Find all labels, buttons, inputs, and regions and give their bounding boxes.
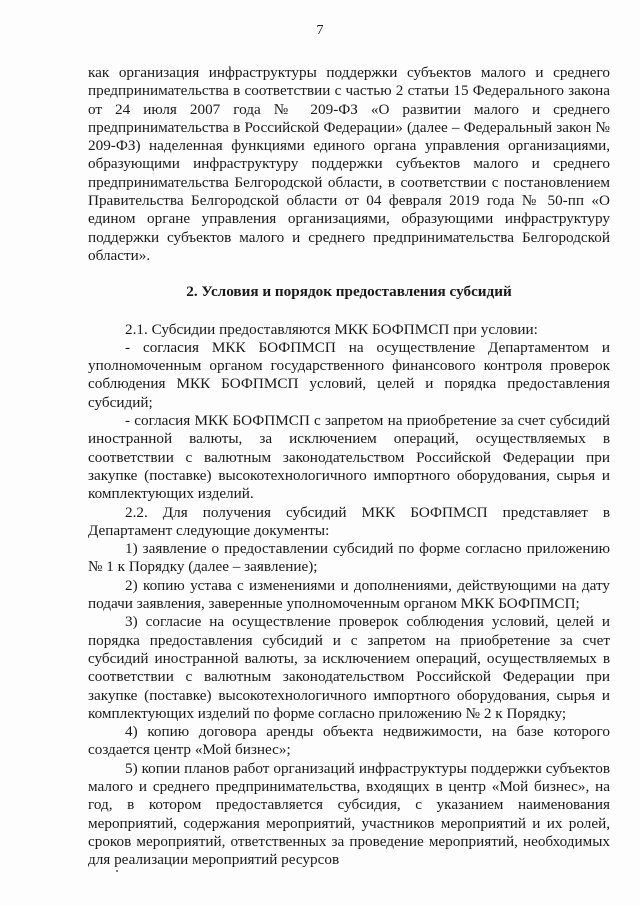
- list-item-5: 5) копии планов работ организаций инфраструктуры поддержки субъектов малого и среднего предпринимательства, входящих в центр «Мой бизнес», на год, в котором предоставляется субсидия, с указанием наименования мероприятий, содержания мероприятий, участников мероприятий и их ролей, сроков мероприятий, ответственных за проведение мероприятий, необходимых для реализации мероприятий ресурсов: [88, 759, 610, 869]
- list-item-2: 2) копию устава с изменениями и дополнениями, действующими на дату подачи заявления, заверенные уполномоченным органом МКК БОФПМСП;: [88, 576, 610, 613]
- list-item-1: 1) заявление о предоставлении субсидий по форме согласно приложению № 1 к Порядку (далее – заявление);: [88, 540, 610, 576]
- intro-paragraph: как организация инфраструктуры поддержки субъектов малого и среднего предпринимательства в соответствии с частью 2 статьи 15 Федерального закона от 24 июля 2007 года № 209-ФЗ «О развитии малого и среднего предпринимательства в Российской Федерации» (далее – Федеральный закон № 209-ФЗ) наделенная функциями единого органа управления организациями, образующими инфраструктуру поддержки субъектов малого и среднего предпринимательства Белгородской области, в соответствии с постановлением Правительства Белгородской области от 04 февраля 2019 года № 50-пп «О едином органе управления организациями, образующими инфраструктуру поддержки субъектов малого и среднего предпринимательства Белгородской области».: [88, 64, 610, 264]
- list-item-3: 3) согласие на осуществление проверок соблюдения условий, целей и порядка предоставления субсидий и с запретом на приобретение за счет субсидий иностранной валюты, за исключением операций, осуществляемых в соответствии с валютным законодательством Российской Федерации при закупке (поставке) высокотехнологичного импортного оборудования, сырья и комплектующих изделий по форме согласно приложению № 2 к Порядку;: [88, 613, 610, 722]
- paragraph-2-1-condition-b: - согласия МКК БОФПМСП с запретом на приобретение за счет субсидий иностранной валюты, за исключением операций, осуществляемых в соответствии с валютным законодательством Российской Федерации при закупке (поставке) высокотехнологичного импортного оборудования, сырья и комплектующих изделий.: [88, 412, 610, 503]
- paragraph-2-1-condition-a: - согласия МКК БОФПМСП на осуществление Департаментом и уполномоченным органом государственного финансового контроля проверок соблюдения МКК БОФПМСП условий, целей и порядка предоставления субсидий;: [88, 338, 610, 411]
- paragraph-2-2: 2.2. Для получения субсидий МКК БОФПМСП представляет в Департамент следующие документы:: [88, 503, 610, 539]
- section-heading: 2. Условия и порядок предоставления субсидий: [186, 283, 512, 301]
- page-number: 7: [316, 23, 324, 38]
- scan-speck: [116, 870, 118, 872]
- list-item-4: 4) копию договора аренды объекта недвижимости, на базе которого создается центр «Мой бизнес»;: [88, 723, 610, 759]
- document-body: [88, 64, 610, 869]
- paragraph-2-1: 2.1. Субсидии предоставляются МКК БОФПМСП при условии:: [125, 320, 538, 338]
